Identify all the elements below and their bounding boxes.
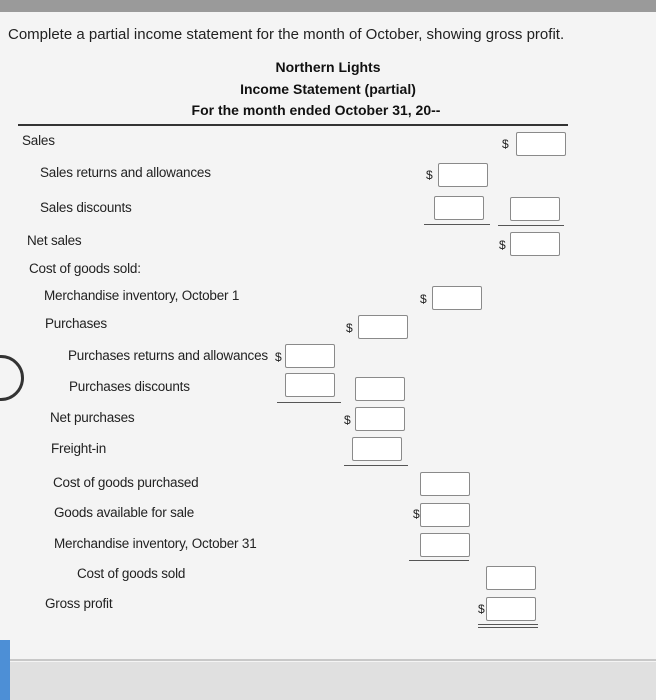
net-purchases-input[interactable] (355, 407, 405, 431)
merch-oct31-input[interactable] (420, 533, 470, 557)
dollar-sign: $ (346, 321, 353, 335)
label-freight-in: Freight-in (51, 441, 107, 456)
label-net-sales: Net sales (27, 233, 82, 248)
label-sales-discounts: Sales discounts (40, 200, 132, 215)
dollar-sign: $ (502, 137, 509, 151)
label-purchases-returns: Purchases returns and allowances (68, 348, 268, 363)
label-net-purchases: Net purchases (50, 410, 135, 425)
panel-bottom-divider (0, 659, 656, 661)
label-merch-oct31: Merchandise inventory, October 31 (54, 536, 257, 551)
sales-returns-input[interactable] (438, 163, 488, 187)
purchases-input[interactable] (358, 315, 408, 339)
cost-goods-sold-input[interactable] (486, 566, 536, 590)
net-sales-input[interactable] (510, 232, 560, 256)
sales-discounts-input[interactable] (434, 196, 484, 220)
label-gross-profit: Gross profit (45, 596, 113, 611)
label-purchases-discounts: Purchases discounts (69, 379, 190, 394)
statement-period: For the month ended October 31, 20-- (191, 102, 441, 118)
header-rule (18, 124, 568, 126)
company-name: Northern Lights (275, 59, 381, 75)
purchases-discounts-input[interactable] (285, 373, 335, 397)
dollar-sign: $ (426, 168, 433, 182)
dollar-sign: $ (413, 507, 420, 521)
underline (409, 560, 469, 561)
label-cost-goods-sold: Cost of goods sold (77, 566, 186, 581)
sales-deductions-total-input[interactable] (510, 197, 560, 221)
purchases-deductions-total-input[interactable] (355, 377, 405, 401)
label-cost-goods-purchased: Cost of goods purchased (53, 475, 199, 490)
label-sales: Sales (22, 133, 55, 148)
dollar-sign: $ (344, 413, 351, 427)
label-cogs-header: Cost of goods sold: (29, 261, 141, 276)
label-merch-oct1: Merchandise inventory, October 1 (44, 288, 240, 303)
top-bar (0, 0, 656, 12)
sales-input[interactable] (516, 132, 566, 156)
double-underline (478, 624, 538, 628)
bottom-area (0, 662, 656, 700)
underline (344, 465, 408, 466)
label-sales-returns: Sales returns and allowances (40, 165, 211, 180)
purchases-returns-input[interactable] (285, 344, 335, 368)
left-accent-bar (0, 640, 10, 700)
dollar-sign: $ (478, 602, 485, 616)
dollar-sign: $ (420, 292, 427, 306)
gross-profit-input[interactable] (486, 597, 536, 621)
dollar-sign: $ (275, 350, 282, 364)
label-goods-available: Goods available for sale (54, 505, 195, 520)
underline (498, 225, 564, 226)
instruction-text: Complete a partial income statement for the month of October, showing gross profit. (8, 26, 565, 43)
label-purchases: Purchases (45, 316, 107, 331)
underline (277, 402, 341, 403)
dollar-sign: $ (499, 238, 506, 252)
freight-in-input[interactable] (352, 437, 402, 461)
statement-title: Income Statement (partial) (240, 81, 416, 97)
merch-oct1-input[interactable] (432, 286, 482, 310)
cost-goods-purchased-input[interactable] (420, 472, 470, 496)
goods-available-input[interactable] (420, 503, 470, 527)
underline (424, 224, 490, 225)
